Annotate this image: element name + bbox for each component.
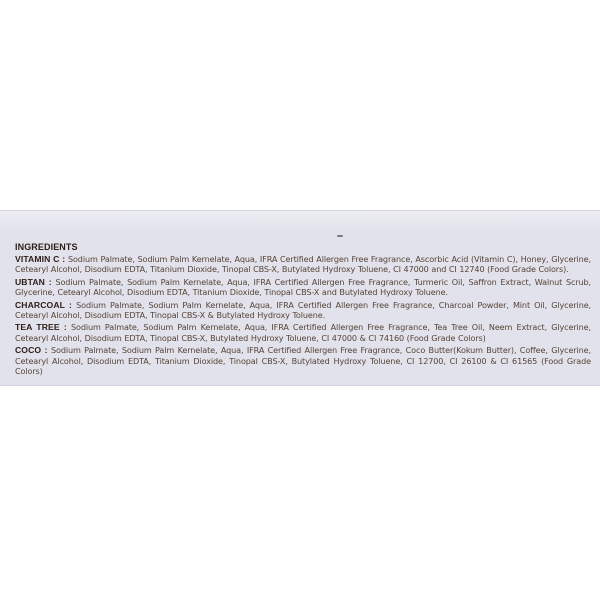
entry-text: Sodium Palmate, Sodium Palm Kernelate, Aqua, IFRA Certified Allergen Free Fragrance, Charcoal Powder, Mint Oil, Glycerine, Cetearyl Alcohol, Disodium EDTA, Tinopal CBS-X & Butylated Hydroxy Toluene. [15,299,592,321]
entry-text: Sodium Palmate, Sodium Palm Kernelate, Aqua, IFRA Certified Allergen Free Fragrance, Coco Butter(Kokum Butter), Coffee, Glycerine, Cetearyl Alcohol, Disodium EDTA, Titanium Dioxide, Tinopal CBS-X, Butylated Hydroxy Toluene, CI 12700, CI 26100 & CI 61565 (Food Grade Colors) [15,345,591,377]
print-mark [337,235,343,237]
ingredient-entry-coco [15,345,591,376]
ingredient-entry-tea-tree [15,322,591,343]
entry-text: Sodium Palmate, Sodium Palm Kernelate, Aqua, IFRA Certified Allergen Free Fragrance, Ascorbic Acid (Vitamin C), Honey, Glycerine, Cetearyl Alcohol, Disodium EDTA, Titanium Dioxide, Tinopal CBS-X, Butylated Hydroxy Toluene, CI 47000 and CI 12740 (Food Grade Colors). [15,254,591,275]
entry-name: UBTAN : [15,276,52,287]
ingredients-heading: INGREDIENTS [15,242,78,252]
entry-name: COCO : [15,345,48,356]
entry-text: Sodium Palmate, Sodium Palm Kernelate, Aqua, IFRA Certified Allergen Free Fragrance, Turmeric Oil, Saffron Extract, Walnut Scrub, Glycerine, Cetearyl Alcohol, Disodium EDTA, Titanium Dioxide, Tinopal CBS-X and Butylated Hydroxy Toluene. [15,276,591,298]
label-edge-shadow [0,211,600,229]
background-bottom [0,386,600,600]
entry-name: CHARCOAL : [15,299,72,310]
background-top [0,0,600,210]
ingredients-text-block [15,242,591,378]
ingredient-entry-vitamin-c [15,254,591,275]
ingredient-entry-ubtan [15,277,591,298]
entry-name: VITAMIN C : [15,254,66,264]
ingredients-label [0,210,600,386]
entry-text: Sodium Palmate, Sodium Palm Kernelate, Aqua, IFRA Certified Allergen Free Fragrance, Tea Tree Oil, Neem Extract, Glycerine, Cetearyl Alcohol, Disodium EDTA, Tinopal CBS-X, Butylated Hydroxy Toluene, CI 47000 & CI 74160 (Food Grade Colors) [15,322,591,343]
entry-name: TEA TREE : [15,322,67,333]
ingredient-entry-charcoal [15,300,591,321]
